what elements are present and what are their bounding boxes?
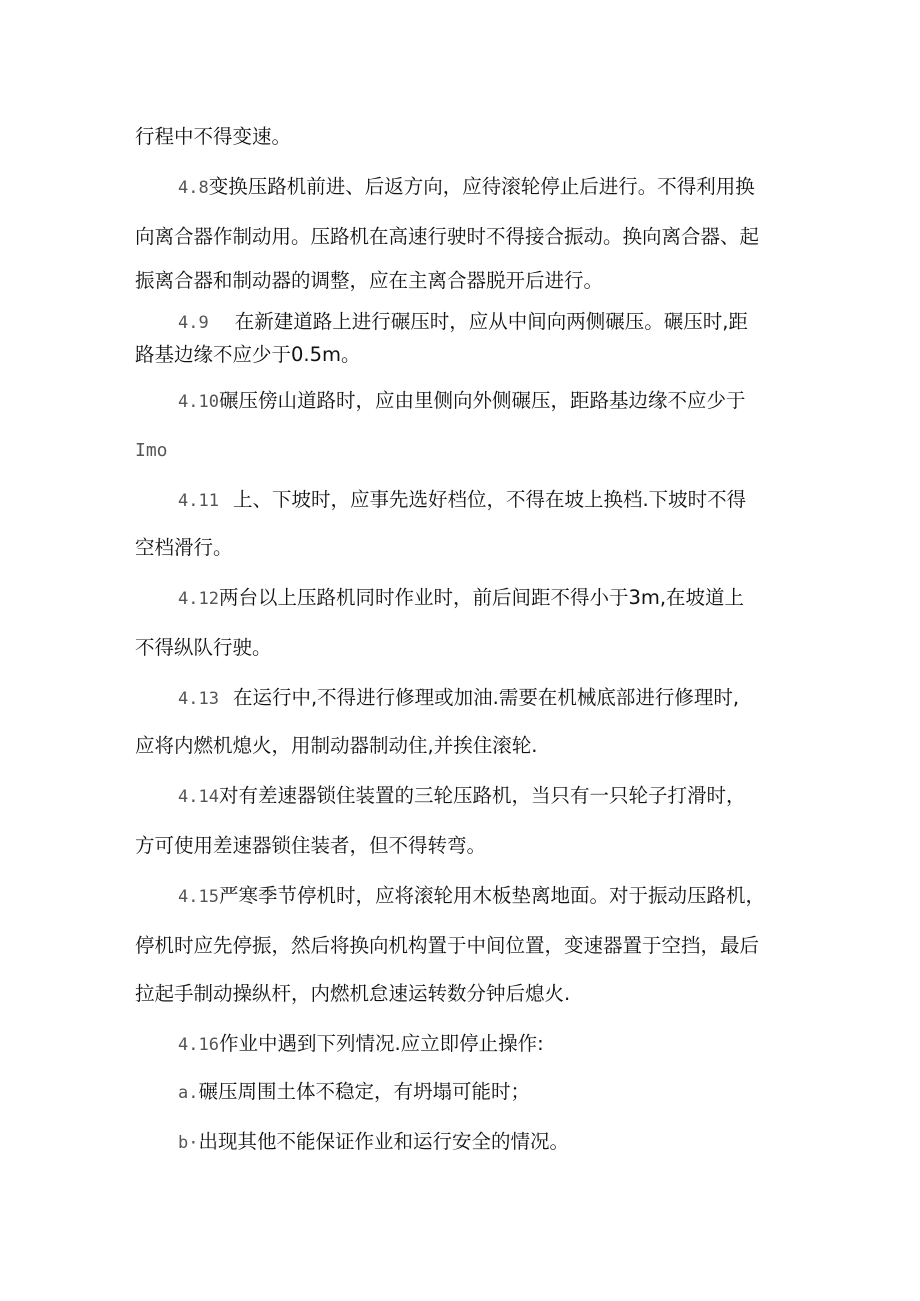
line-text: 应将内燃机熄火，用制动器制动住,并挨住滚轮. bbox=[135, 734, 538, 757]
text-line bbox=[135, 634, 272, 662]
clause-line bbox=[178, 1030, 544, 1059]
clause-number: 4.16 bbox=[178, 1035, 219, 1055]
clause-number: 4.9 bbox=[178, 313, 209, 333]
line-text: 作业中遇到下列情况.应立即停止操作: bbox=[218, 1032, 544, 1055]
clause-number: 4.12 bbox=[178, 589, 219, 609]
line-text: 在新建道路上进行碾压时，应从中间向两侧碾压。碾压时,距 bbox=[234, 310, 748, 333]
list-item bbox=[178, 1078, 530, 1107]
clause-line bbox=[178, 782, 745, 811]
text-line bbox=[135, 534, 233, 562]
line-text: 振离合器和制动器的调整，应在主离合器脱开后进行。 bbox=[135, 269, 604, 292]
line-text: 空档滑行。 bbox=[135, 536, 233, 559]
clause-line bbox=[178, 387, 745, 416]
line-text: 出现其他不能保证作业和运行安全的情况。 bbox=[198, 1130, 569, 1153]
line-text: 碾压周围土体不稳定，有坍塌可能时； bbox=[198, 1080, 530, 1103]
line-text: 拉起手制动操纵杆，内燃机怠速运转数分钟后熄火. bbox=[135, 982, 571, 1005]
line-text: 变换压路机前进、后返方向，应待滚轮停止后进行。不得利用换 bbox=[208, 175, 755, 198]
text-line bbox=[135, 932, 759, 960]
clause-number: 4.15 bbox=[178, 887, 219, 907]
line-text: 严寒季节停机时，应将滚轮用木板垫离地面。对于振动压路机， bbox=[218, 884, 765, 907]
clause-number: 4.11 bbox=[178, 491, 219, 511]
clause-line bbox=[178, 882, 765, 911]
line-text: 路基边缘不应少于0.5m。 bbox=[135, 343, 361, 366]
text-line bbox=[135, 832, 486, 860]
clause-line bbox=[178, 308, 748, 337]
line-text: 对有差速器锁住装置的三轮压路机，当只有一只轮子打滑时， bbox=[218, 784, 746, 807]
text-line bbox=[135, 341, 361, 369]
text-line bbox=[135, 732, 537, 760]
clause-number: 4.13 bbox=[178, 689, 219, 709]
clause-number: 4.8 bbox=[178, 178, 209, 198]
list-marker: b· bbox=[178, 1133, 199, 1153]
clause-line bbox=[178, 173, 755, 202]
text-line bbox=[135, 267, 603, 295]
text-line bbox=[135, 123, 291, 151]
clause-line bbox=[178, 486, 746, 515]
text-line bbox=[135, 223, 759, 251]
line-text: 行程中不得变速。 bbox=[135, 125, 292, 148]
line-text: 不得纵队行驶。 bbox=[135, 636, 272, 659]
list-item bbox=[178, 1128, 569, 1157]
line-text: 方可使用差速器锁住装者，但不得转弯。 bbox=[135, 834, 487, 857]
line-text: 停机时应先停振，然后将换向机构置于中间位置，变速器置于空挡，最后 bbox=[135, 934, 760, 957]
line-text: 向离合器作制动用。压路机在高速行驶时不得接合振动。换向离合器、起 bbox=[135, 225, 760, 248]
line-text: Imo bbox=[135, 440, 168, 461]
line-text: 碾压傍山道路时，应由里侧向外侧碾压，距路基边缘不应少于 bbox=[218, 389, 746, 412]
clause-number: 4.10 bbox=[178, 392, 219, 412]
clause-number: 4.14 bbox=[178, 787, 219, 807]
line-text: 上、下坡时，应事先选好档位，不得在坡上换档.下坡时不得 bbox=[232, 488, 747, 511]
line-text: 两台以上压路机同时作业时，前后间距不得小于3m,在坡道上 bbox=[218, 586, 745, 609]
list-marker: a. bbox=[178, 1083, 199, 1103]
clause-line bbox=[178, 684, 739, 713]
line-text: 在运行中,不得进行修理或加油.需要在机械底部进行修理时, bbox=[232, 686, 740, 709]
text-line bbox=[135, 436, 168, 465]
clause-line bbox=[178, 584, 744, 613]
text-line bbox=[135, 980, 570, 1008]
